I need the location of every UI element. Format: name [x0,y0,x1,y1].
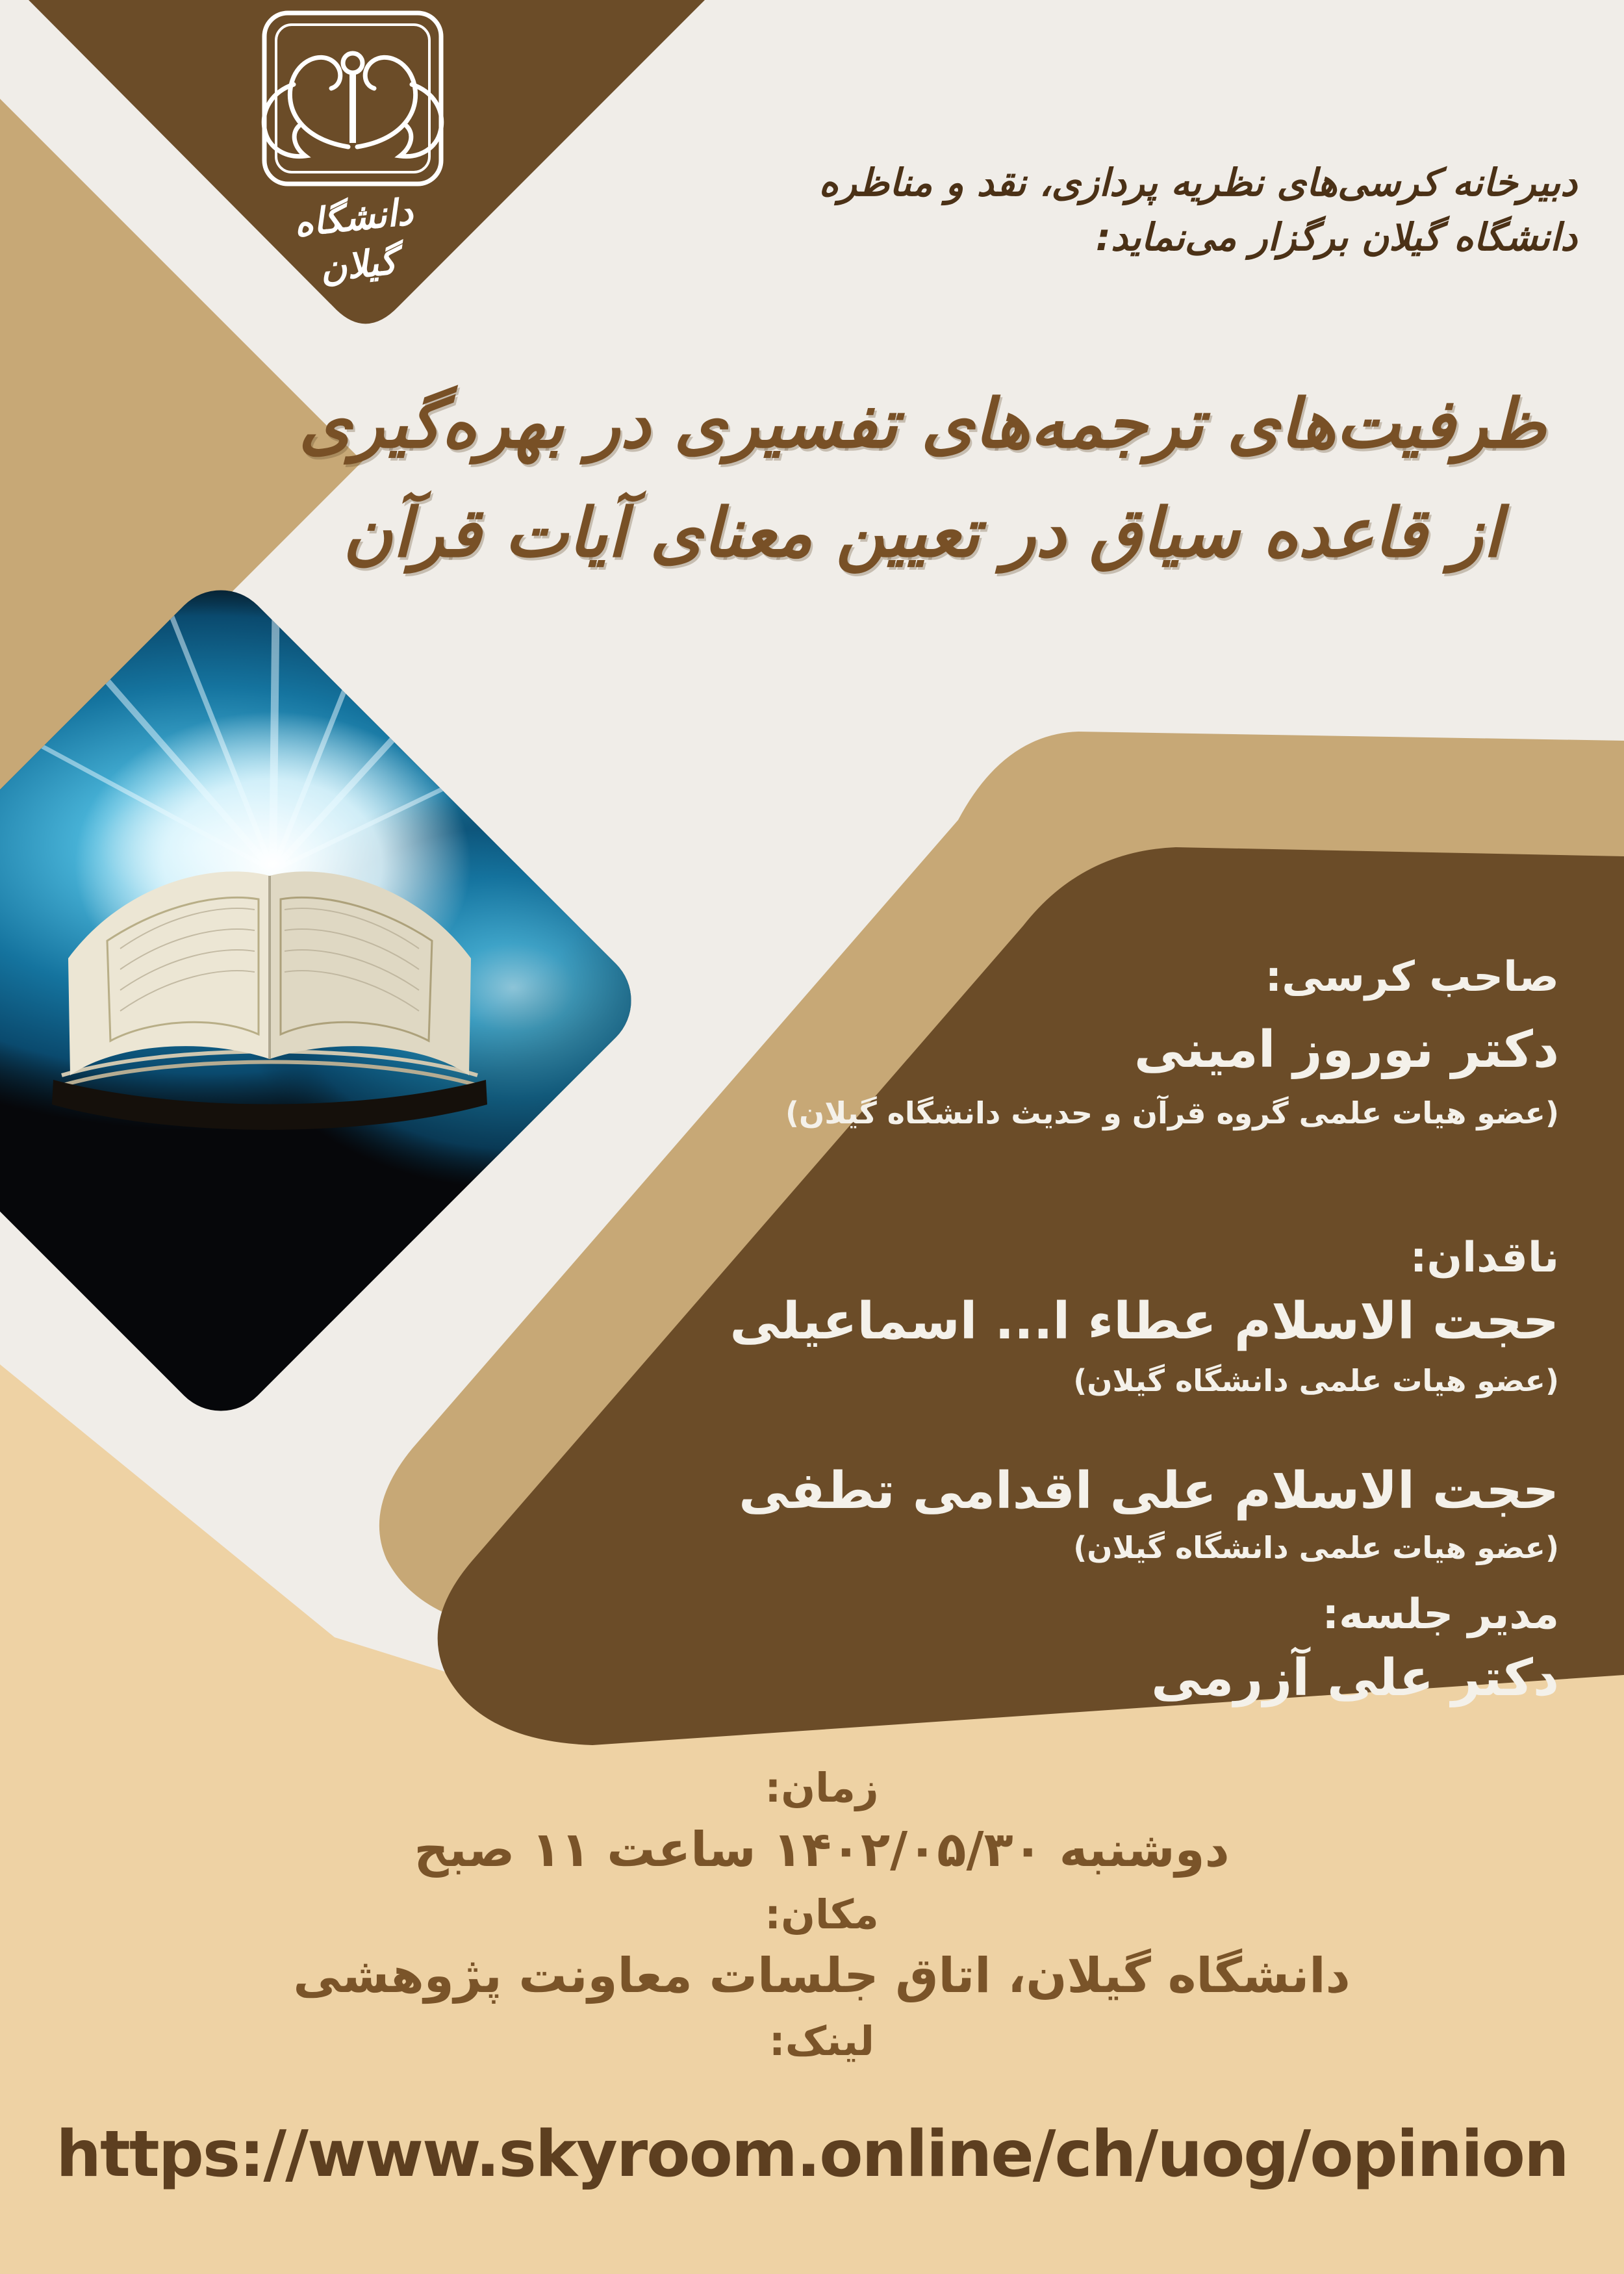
speakers-panel [546,950,1559,1711]
chair-name: دکتر نوروز امینی [1134,1021,1559,1080]
chair-label: صاحب کرسی: [1265,953,1559,1001]
schedule-footer [19,1762,1624,2067]
webinar-link[interactable]: https://www.skyroom.online/ch/uog/opinion [56,2117,1568,2191]
critics-label: ناقدان: [1410,1233,1559,1282]
critic-name: حجت الاسلام عطاء ا... اسماعیلی [730,1292,1559,1351]
critic-affiliation: (عضو هیات علمی دانشگاه گیلان) [1073,1362,1559,1398]
university-name-calligraphy: دانشگاه گیلان [292,190,415,290]
location-label: مکان: [765,1890,879,1938]
event-title [221,369,1624,588]
critic-name: حجت الاسلام علی اقدامی تطفی [739,1462,1559,1521]
event-title-line2: از قاعده سیاق در تعیین معنای آیات قرآن [343,493,1502,573]
organizer-header [818,157,1577,263]
location-value: دانشگاه گیلان، اتاق جلسات معاونت پژوهشی [293,1948,1351,2004]
event-title-line1: ظرفیت‌های ترجمه‌های تفسیری در بهره‌گیری [298,384,1547,463]
organizer-line1: دبیرخانه کرسی‌های نظریه پردازی، نقد و مناظره [818,160,1577,205]
moderator-label: مدیر جلسه: [1322,1590,1559,1639]
link-label: لینک: [768,2017,875,2065]
critic-affiliation: (عضو هیات علمی دانشگاه گیلان) [1073,1529,1559,1565]
time-label: زمان: [765,1764,879,1811]
organizer-line2: دانشگاه گیلان برگزار می‌نماید: [1095,215,1577,260]
time-value: دوشنبه ۱۴۰۲/۰۵/۳۰ ساعت ۱۱ صبح [414,1821,1230,1878]
chair-affiliation: (عضو هیات علمی گروه قرآن و حدیث دانشگاه گیلان) [785,1095,1559,1131]
moderator-name: دکتر علی آزرمی [1151,1648,1559,1707]
